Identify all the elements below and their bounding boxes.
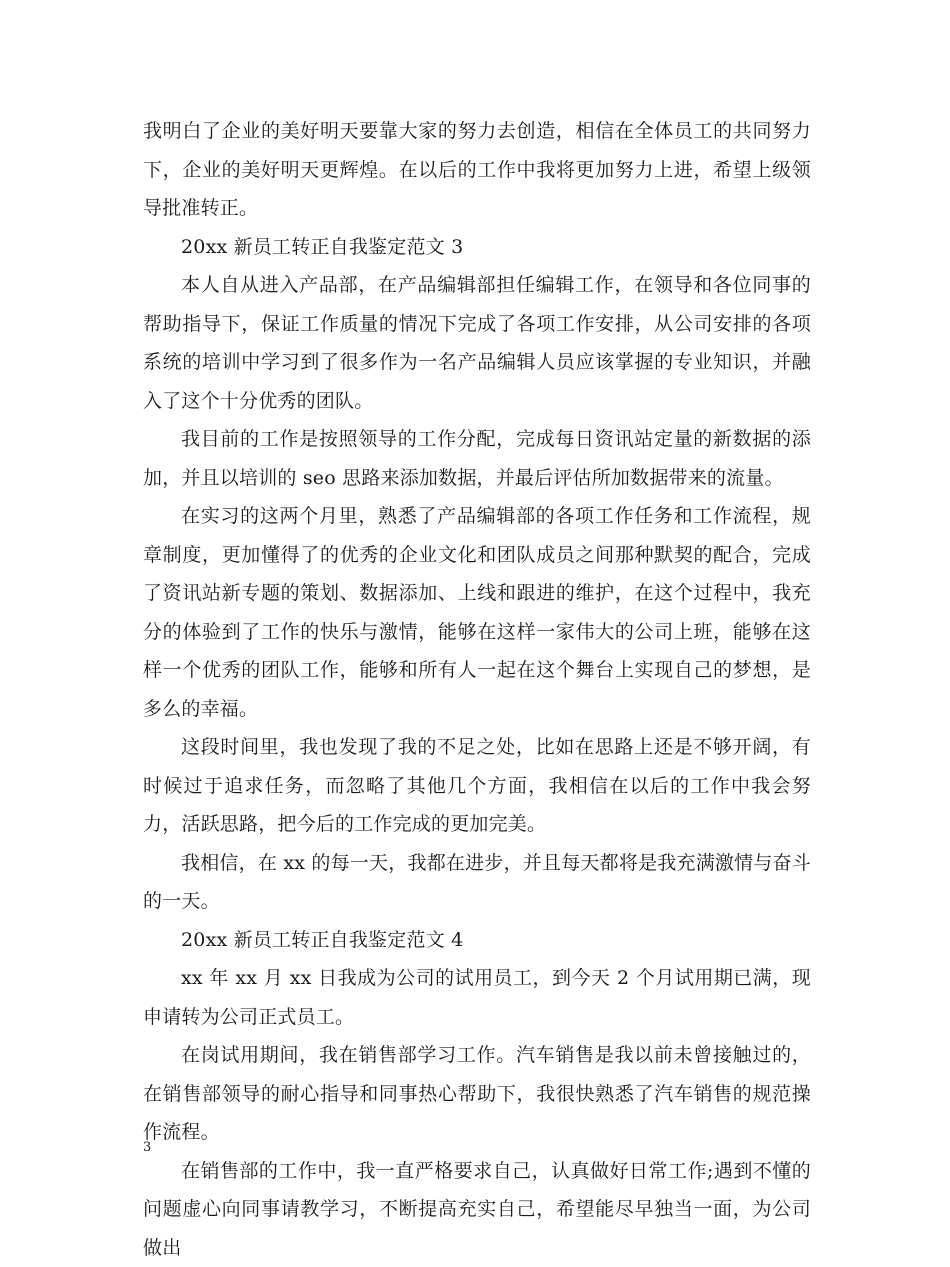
document-body <box>143 112 811 1267</box>
paragraph: 我目前的工作是按照领导的工作分配，完成每日资讯站定量的新数据的添加，并且以培训的 seo 思路来添加数据，并最后评估所加数据带来的流量。 <box>143 420 811 497</box>
paragraph-continuation: 我明白了企业的美好明天要靠大家的努力去创造，相信在全体员工的共同努力下，企业的美好明天更辉煌。在以后的工作中我将更加努力上进，希望上级领导批准转正。 <box>143 112 811 228</box>
paragraph: 在岗试用期间，我在销售部学习工作。汽车销售是我以前未曾接触过的，在销售部领导的耐心指导和同事热心帮助下，我很快熟悉了汽车销售的规范操作流程。 <box>143 1036 811 1152</box>
section-heading-3: 20xx 新员工转正自我鉴定范文 3 <box>143 228 811 267</box>
paragraph: xx 年 xx 月 xx 日我成为公司的试用员工，到今天 2 个月试用期已满，现申请转为公司正式员工。 <box>143 959 811 1036</box>
page-number: 3 <box>143 1140 151 1155</box>
paragraph: 这段时间里，我也发现了我的不足之处，比如在思路上还是不够开阔，有时候过于追求任务，而忽略了其他几个方面，我相信在以后的工作中我会努力，活跃思路，把今后的工作完成的更加完美。 <box>143 728 811 844</box>
paragraph: 在销售部的工作中，我一直严格要求自己，认真做好日常工作;遇到不懂的问题虚心向同事请教学习，不断提高充实自己，希望能尽早独当一面，为公司做出 <box>143 1152 811 1267</box>
section-heading-4: 20xx 新员工转正自我鉴定范文 4 <box>143 921 811 960</box>
paragraph: 本人自从进入产品部，在产品编辑部担任编辑工作，在领导和各位同事的帮助指导下，保证工作质量的情况下完成了各项工作安排，从公司安排的各项系统的培训中学习到了很多作为一名产品编辑人员应该掌握的专业知识，并融入了这个十分优秀的团队。 <box>143 266 811 420</box>
paragraph: 在实习的这两个月里，熟悉了产品编辑部的各项工作任务和工作流程，规章制度，更加懂得了的优秀的企业文化和团队成员之间那种默契的配合，完成了资讯站新专题的策划、数据添加、上线和跟进的维护，在这个过程中，我充分的体验到了工作的快乐与激情，能够在这样一家伟大的公司上班，能够在这样一个优秀的团队工作，能够和所有人一起在这个舞台上实现自己的梦想，是多么的幸福。 <box>143 497 811 728</box>
paragraph: 我相信，在 xx 的每一天，我都在进步，并且每天都将是我充满激情与奋斗的一天。 <box>143 844 811 921</box>
